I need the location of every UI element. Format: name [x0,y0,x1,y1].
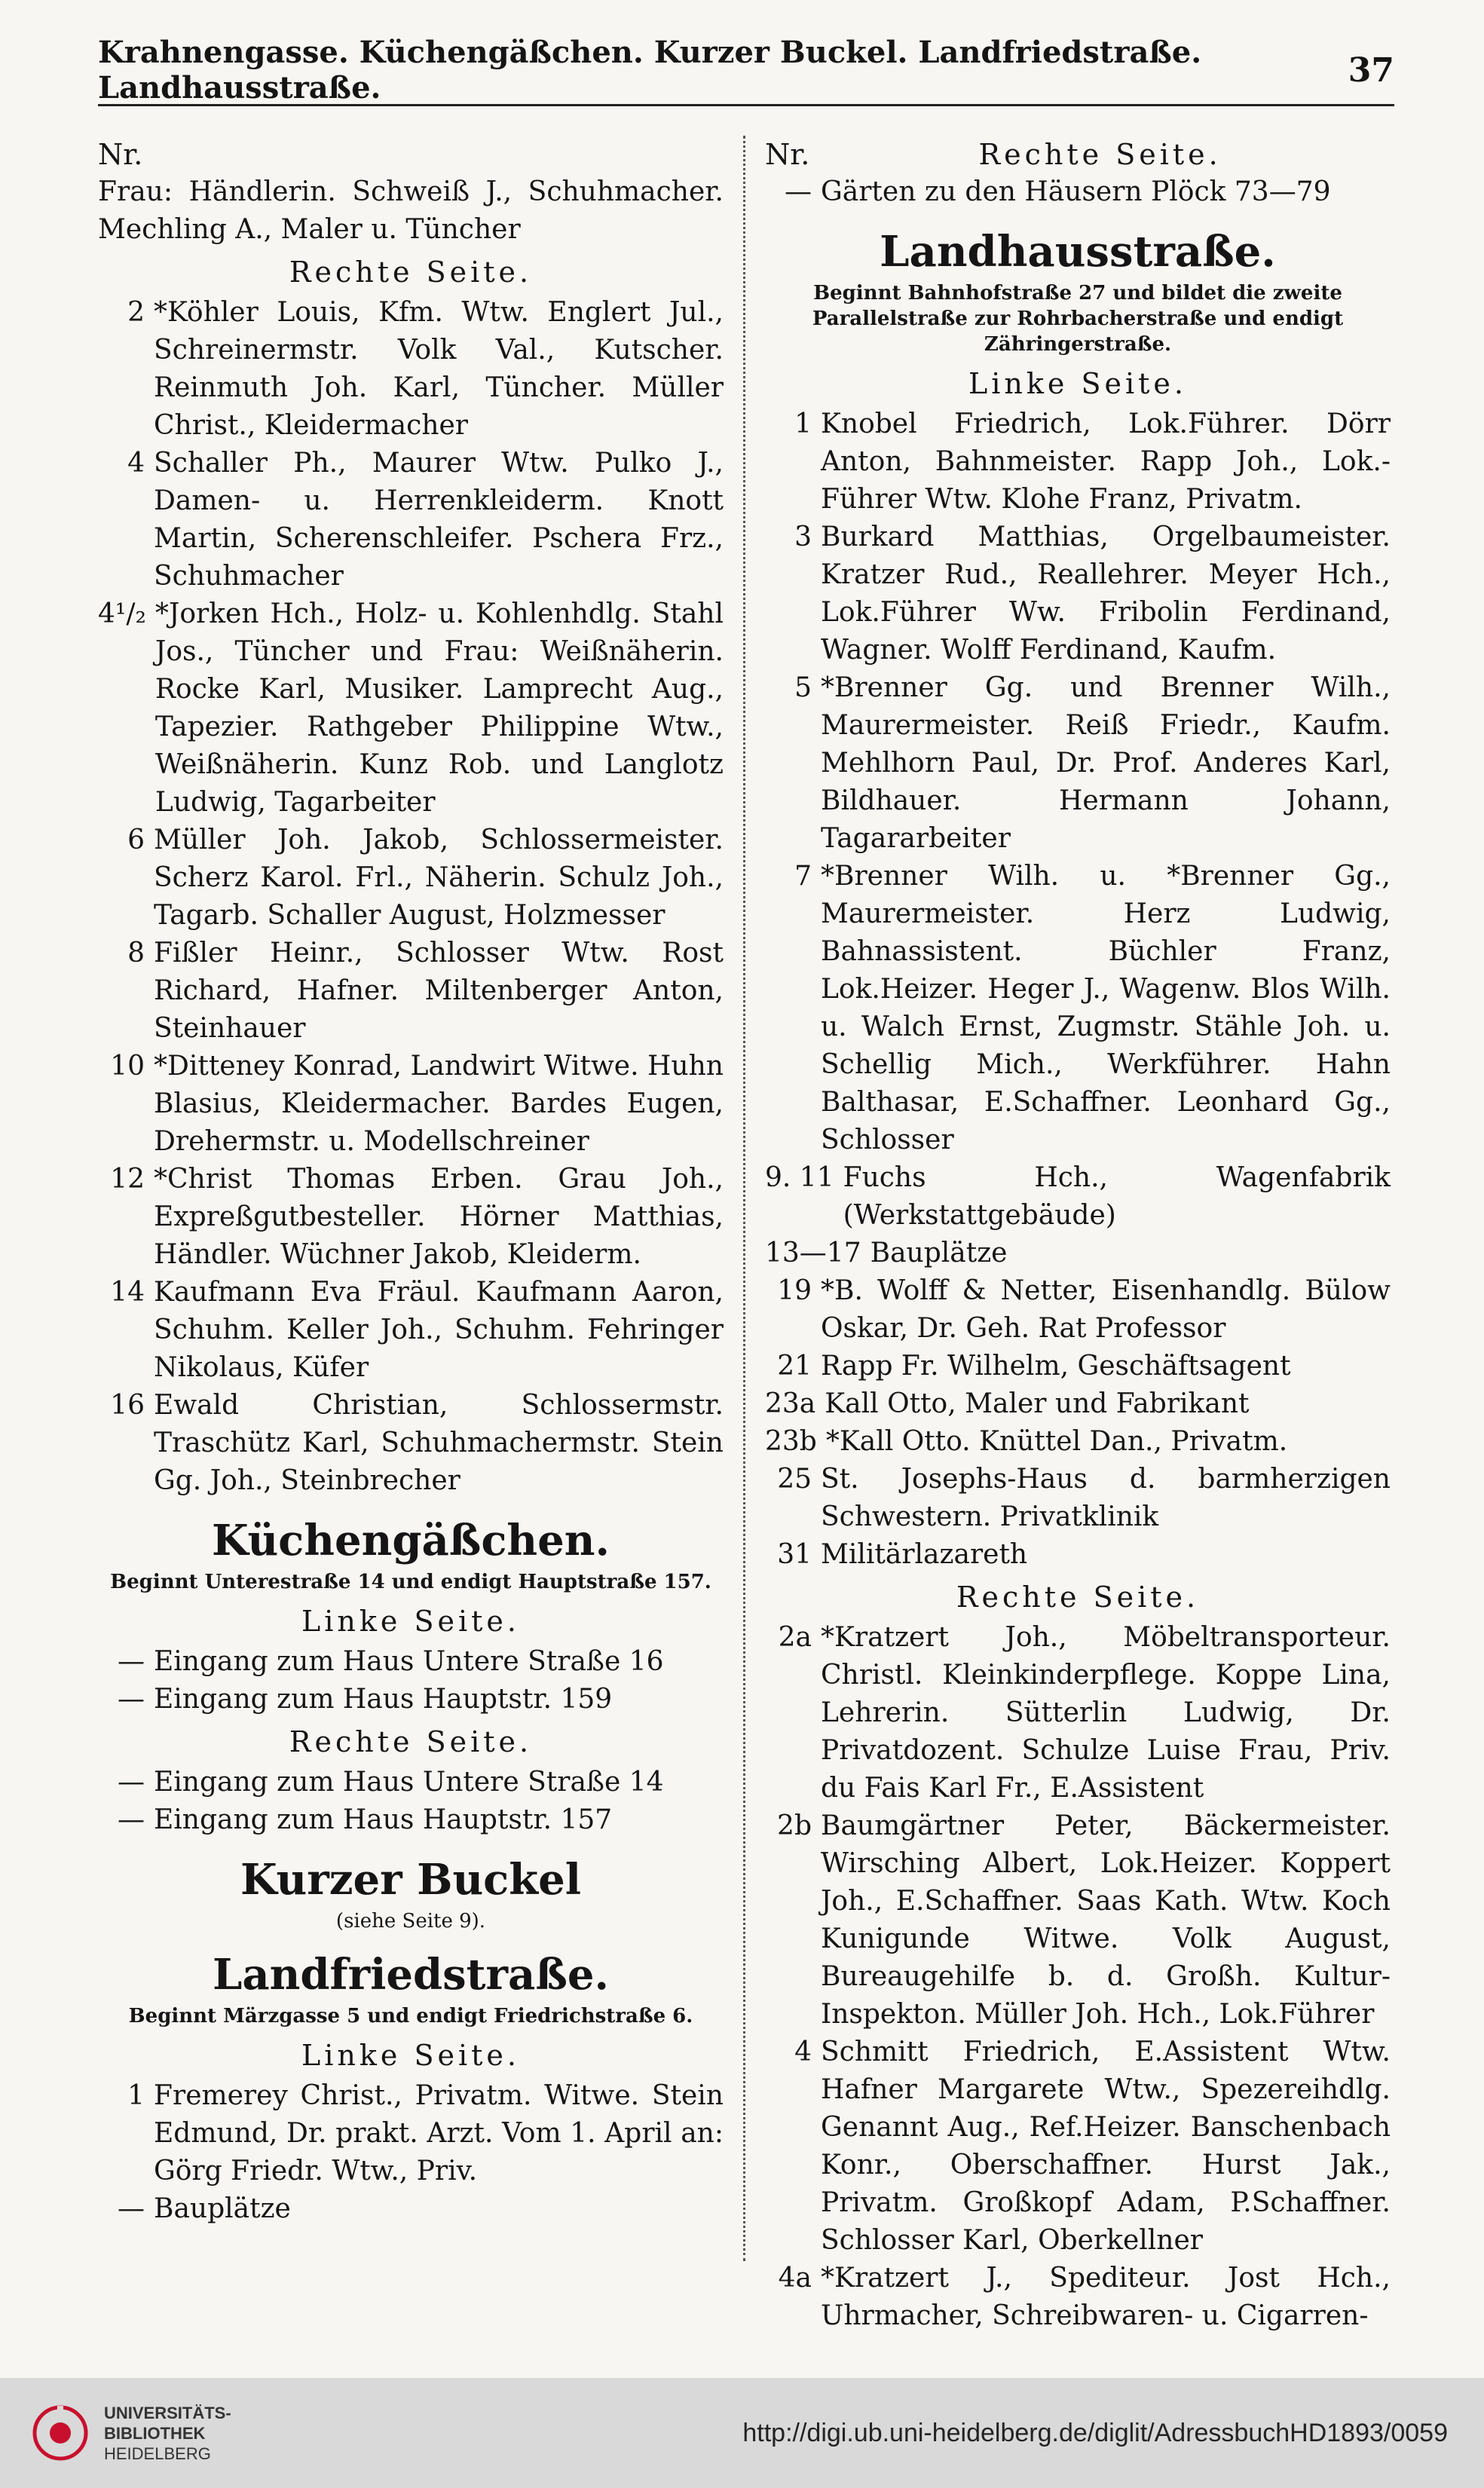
page-number: 37 [1348,50,1394,90]
street-title-kuechengaesschen: Küchengäßchen. [212,1516,610,1565]
residents-text: Rapp Fr. Wilhelm, Geschäftsagent [821,1351,1291,1382]
house-number: 16 [110,1390,145,1421]
house-number: 31 [777,1539,812,1570]
right-column-head [765,136,1391,173]
house-number: — [118,2193,145,2224]
house-number: 4 [794,2037,812,2067]
street-note: (siehe Seite 9). [335,1910,486,1933]
directory-entry [765,669,1391,858]
street-note: Beginnt Bahnhofstraße 27 und bildet die zweite Parallelstraße zur Rohrbacherstraße und endigt Zähringerstraße. [812,282,1344,356]
directory-entry [98,445,724,595]
library-name-line3: HEIDELBERG [104,2444,211,2463]
directory-entry [98,1643,724,1681]
house-number: 19 [777,1275,812,1306]
house-number: — [118,1684,145,1715]
page-header [98,36,1394,106]
entry-list [98,1643,724,1718]
street-note: Beginnt Unterestraße 14 und endigt Hauptstraße 157. [110,1571,711,1593]
directory-entry [98,2190,724,2228]
house-number: 25 [777,1464,812,1495]
directory-entry [765,1461,1391,1536]
directory-entry [98,935,724,1048]
directory-entry [98,1274,724,1387]
residents-text: *Kratzert Joh., Möbeltransporteur. Christl. Kleinkinderpflege. Koppe Lina, Lehrerin. Sütterlin Ludwig, Dr. Privatdozent. Schulze Luise Frau, Priv. du Fais Karl Fr., E.Assistent [821,1622,1391,1804]
residents-text: Militärlazareth [821,1539,1028,1570]
directory-entry [765,1348,1391,1385]
residents-text: *Kall Otto. Knüttel Dan., Privatm. [825,1426,1288,1457]
street-title-landfriedstrasse: Landfriedstraße. [212,1950,610,2000]
house-number: 4¹/₂ [98,598,146,629]
house-number: 23b [765,1426,817,1457]
house-number: 4 [127,448,145,479]
entry-list [765,173,1391,211]
directory-entry [98,1048,724,1161]
directory-entry [765,858,1391,1159]
house-number: 13—17 [765,1238,861,1268]
directory-entry [98,1681,724,1718]
directory-entry [98,1801,724,1839]
street-title-kurzer-buckel: Kurzer Buckel [240,1855,581,1905]
residents-text: Eingang zum Haus Untere Straße 16 [154,1646,664,1677]
residents-text: Eingang zum Haus Hauptstr. 157 [154,1804,613,1835]
house-number: — [785,176,812,207]
directory-entry [765,519,1391,669]
directory-entry [98,1764,724,1801]
residents-text: St. Josephs-Haus d. barmherzigen Schwestern. Privatklinik [821,1464,1391,1532]
running-title: Krahnengasse. Küchengäßchen. Kurzer Buckel. Landfriedstraße. Landhausstraße. [98,35,1202,106]
house-number: 23a [765,1388,816,1419]
library-name [104,2403,231,2464]
directory-entry [765,2034,1391,2260]
residents-text: Kall Otto, Maler und Fabrikant [825,1388,1250,1419]
residents-text: *Jorken Hch., Holz- u. Kohlenhdlg. Stahl Jos., Tüncher und Frau: Weißnäherin. Rocke Karl, Musiker. Lamprecht Aug., Tapezier. Rathgeber Philippine Wtw., Weißnäherin. Kunz Rob. und Langlotz Ludwig, Tagarbeiter [155,598,724,818]
residents-text: Bauplätze [154,2193,291,2224]
residents-text: Fuchs Hch., Wagenfabrik (Werkstattgebäude) [843,1162,1391,1231]
entry-list [98,1764,724,1839]
house-number: 12 [110,1164,145,1195]
directory-entry [765,173,1391,211]
residents-text: *B. Wolff & Netter, Eisenhandlg. Bülow Oskar, Dr. Geh. Rat Professor [821,1275,1391,1344]
directory-entry [765,1272,1391,1348]
side-heading: Rechte Seite. [289,1725,533,1758]
residents-text: Fißler Heinr., Schlosser Wtw. Rost Richard, Hafner. Miltenberger Anton, Steinhauer [154,938,724,1044]
house-number: 2a [778,1622,812,1653]
street-note: Beginnt Märzgasse 5 und endigt Friedrichstraße 6. [128,2005,693,2027]
house-number: 8 [127,938,145,969]
house-number: — [118,1646,145,1677]
residents-text: Baumgärtner Peter, Bäckermeister. Wirsching Albert, Lok.Heizer. Koppert Joh., E.Schaffner. Saas Kath. Wtw. Koch Kunigunde Witwe. Volk August, Bureaugehilfe b. d. Großh. Kultur-Inspekton. Müller Joh. Hch., Lok.Führer [821,1810,1391,2030]
residents-text: Eingang zum Haus Untere Straße 14 [154,1767,664,1798]
side-heading: Linke Seite. [301,1605,520,1638]
residents-text: *Köhler Louis, Kfm. Wtw. Englert Jul., Schreinermstr. Volk Val., Kutscher. Reinmuth Joh. Karl, Tüncher. Müller Christ., Kleidermacher [154,297,724,441]
house-number: — [118,1804,145,1835]
directory-entry [765,1423,1391,1461]
side-heading: Linke Seite. [968,367,1187,400]
house-number: 2 [127,297,145,328]
house-number: 1 [794,409,812,439]
residents-text: Schaller Ph., Maurer Wtw. Pulko J., Damen- u. Herrenkleiderm. Knott Martin, Scherenschleifer. Pschera Frz., Schuhmacher [154,448,724,592]
seal-notch [57,2406,63,2421]
house-number: 14 [110,1277,145,1308]
entry-list [98,2077,724,2228]
residents-text: Ewald Christian, Schlossermstr. Traschütz Karl, Schuhmachermstr. Stein Gg. Joh., Steinbrecher [154,1390,724,1496]
library-name-line1: UNIVERSITÄTS- [104,2403,231,2422]
side-heading: Rechte Seite. [289,256,533,289]
house-number: 1 [127,2080,145,2111]
house-number: 9. 11 [765,1162,834,1193]
residents-text: *Kratzert J., Spediteur. Jost Hch., Uhrmacher, Schreibwaren- u. Cigarren- [821,2263,1391,2331]
library-logo [30,2403,231,2464]
directory-entry [765,2260,1391,2335]
house-number: 4a [778,2263,812,2294]
column-nr-label: Nr. [98,138,143,171]
footer-bar [0,2378,1484,2488]
side-heading: Linke Seite. [301,2039,520,2072]
right-column [765,136,1391,2331]
source-url-link[interactable]: http://digi.ub.uni-heidelberg.de/diglit/AdressbuchHD1893/0059 [742,2418,1448,2447]
residents-text: *Brenner Gg. und Brenner Wilh., Maurermeister. Reiß Friedr., Kaufm. Mehlhorn Paul, Dr. Prof. Anderes Karl, Bildhauer. Hermann Johann, Tagararbeiter [821,672,1391,854]
entry-list [765,1619,1391,2335]
house-number: 2b [777,1810,812,1841]
directory-entry [98,1161,724,1274]
directory-entry [765,1159,1391,1235]
residents-text: *Brenner Wilh. u. *Brenner Gg., Maurermeister. Herz Ludwig, Bahnassistent. Büchler Franz, Lok.Heizer. Heger J., Wagenw. Blos Wilh. u. Walch Ernst, Zugmstr. Stähle Joh. u. Schellig Mich., Werkführer. Hahn Balthasar, E.Schaffner. Leonhard Gg., Schlosser [821,861,1391,1155]
entry-list [765,405,1391,1574]
house-number: 3 [794,522,812,552]
residents-text: Bauplätze [870,1238,1008,1268]
directory-entry [765,1235,1391,1272]
directory-entry [98,2077,724,2190]
directory-entry [765,1619,1391,1807]
left-column [98,136,724,2261]
library-name-line2: BIBLIOTHEK [104,2423,206,2443]
column-divider [743,136,745,2261]
house-number: — [118,1767,145,1798]
residents-text: *Ditteney Konrad, Landwirt Witwe. Huhn Blasius, Kleidermacher. Bardes Eugen, Drehermstr. u. Modellschreiner [154,1051,724,1157]
residents-text: Fremerey Christ., Privatm. Witwe. Stein Edmund, Dr. prakt. Arzt. Vom 1. April an: Görg Friedr. Wtw., Priv. [154,2080,724,2187]
intro-text: Frau: Händlerin. Schweiß J., Schuhmacher. Mechling A., Maler u. Tüncher [98,176,724,245]
directory-entry [98,1387,724,1500]
directory-entry [98,822,724,935]
house-number: 10 [110,1051,145,1082]
street-title-landhausstrasse: Landhausstraße. [880,227,1276,277]
directory-entry [98,595,724,822]
residents-text: Kaufmann Eva Fräul. Kaufmann Aaron, Schuhm. Keller Joh., Schuhm. Fehringer Nikolaus, Küfer [154,1277,724,1383]
directory-entry [765,405,1391,519]
house-number: 21 [777,1351,812,1382]
house-number: 7 [794,861,812,892]
house-number: 6 [127,825,145,855]
directory-entry [765,1385,1391,1423]
residents-text: Schmitt Friedrich, E.Assistent Wtw. Hafner Margarete Wtw., Spezereihdlg. Genannt Aug., Ref.Heizer. Banschenbach Konr., Oberschaffner. Hurst Jak., Privatm. Großkopf Adam, P.Schaffner. Schlosser Karl, Oberkellner [821,2037,1391,2256]
column-nr-label: Nr. [765,138,810,171]
entry-list [98,294,724,1500]
side-heading: Rechte Seite. [956,1581,1200,1614]
directory-entry [765,1536,1391,1574]
residents-text: Burkard Matthias, Orgelbaumeister. Kratzer Rud., Reallehrer. Meyer Hch., Lok.Führer Ww. Fribolin Ferdinand, Wagner. Wolff Ferdinand, Kaufm. [821,522,1391,666]
directory-entry [98,294,724,445]
house-number: 5 [794,672,812,703]
residents-text: *Christ Thomas Erben. Grau Joh., Expreßgutbesteller. Hörner Matthias, Händler. Wüchner Jakob, Kleiderm. [154,1164,724,1270]
residents-text: Knobel Friedrich, Lok.Führer. Dörr Anton, Bahnmeister. Rapp Joh., Lok.-Führer Wtw. Klohe Franz, Privatm. [821,409,1391,515]
directory-entry [765,1807,1391,2034]
seal-core [50,2422,71,2444]
residents-text: Müller Joh. Jakob, Schlossermeister. Scherz Karol. Frl., Näherin. Schulz Joh., Tagarb. Schaller August, Holzmesser [154,825,724,931]
side-heading: Rechte Seite. [978,138,1222,171]
ub-seal-icon [30,2403,90,2463]
residents-text: Eingang zum Haus Hauptstr. 159 [154,1684,613,1715]
residents-text: Gärten zu den Häusern Plöck 73—79 [821,176,1331,207]
